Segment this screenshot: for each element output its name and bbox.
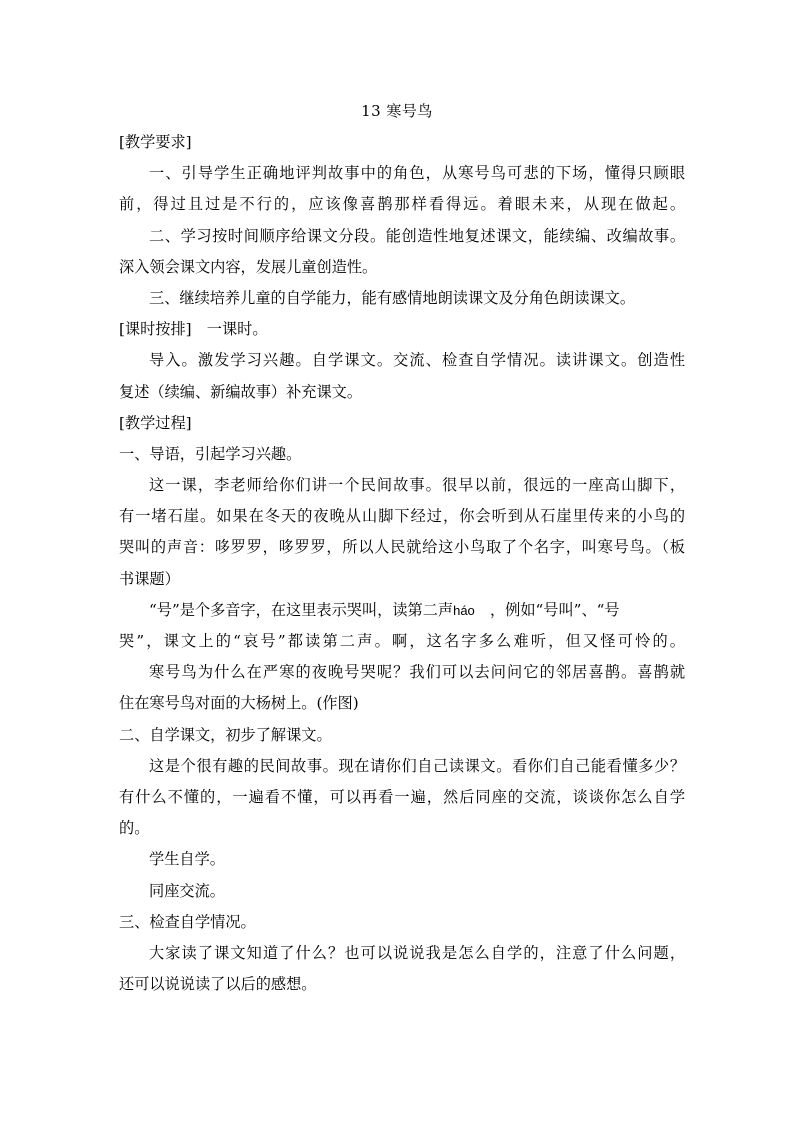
- section-heading-requirements: [教学要求]: [119, 133, 192, 151]
- paragraph-line: 复述（续编、新编故事）补充课文。: [119, 382, 362, 401]
- paragraph-line: 三、继续培养儿童的自学能力，能有感情地朗读课文及分角色朗读课文。: [149, 288, 635, 307]
- step-heading: 三、检查自学情况。: [119, 912, 256, 931]
- lesson-title: 13 寒号鸟: [361, 102, 433, 120]
- paragraph-line: 的。: [119, 819, 150, 838]
- paragraph-line: 前，得过且过是不行的，应该像喜鹊那样看得远。着眼未来，从现在做起。: [119, 195, 685, 214]
- paragraph-line: 学生自学。: [149, 850, 225, 869]
- paragraph-text: ，例如“号叫”、“号: [489, 600, 620, 619]
- paragraph-line: 哭”，课文上的“哀号”都读第二声。啊，这名字多么难听，但又怪可怜的。: [119, 632, 685, 650]
- paragraph-line: 还可以说说读了以后的感想。: [119, 975, 317, 994]
- paragraph-line: 有什么不懂的，一遍看不懂，可以再看一遍，然后同座的交流，谈谈你怎么自学: [119, 787, 685, 806]
- paragraph-line: [119, 595, 685, 626]
- paragraph-text: “号”是个多音字，在这里表示哭叫，读第二声: [149, 600, 454, 619]
- paragraph-line: 哭叫的声音：哆罗罗，哆罗罗，所以人民就给这小鸟取了个名字，叫寒号鸟。（板: [119, 538, 685, 557]
- paragraph-line: 有一堵石崖。如果在冬天的夜晚从山脚下经过，你会听到从石崖里传来的小鸟的: [119, 507, 685, 526]
- paragraph-line: 寒号鸟为什么在严寒的夜晚号哭呢？我们可以去问问它的邻居喜鹊。喜鹊就: [149, 663, 685, 682]
- section-heading-process: [教学过程]: [119, 413, 192, 432]
- paragraph-line: 一、引导学生正确地评判故事中的角色，从寒号鸟可悲的下场，懂得只顾眼: [149, 164, 685, 183]
- paragraph-line: 大家读了课文知道了什么？也可以说说我是怎么自学的，注意了什么问题，: [149, 943, 685, 962]
- paragraph-line: 导入。激发学习兴趣。自学课文。交流、检查自学情况。读讲课文。创造性: [149, 351, 685, 370]
- paragraph-line: 书课题）: [119, 569, 180, 588]
- paragraph-line: 住在寒号鸟对面的大杨树上。(作图): [119, 694, 359, 713]
- step-heading: 一、导语，引起学习兴趣。: [119, 444, 302, 463]
- lesson-body: [119, 127, 685, 1000]
- paragraph-line: 二、学习按时间顺序给课文分段。能创造性地复述课文，能续编、改编故事。: [149, 226, 685, 245]
- paragraph-line: 这是个很有趣的民间故事。现在请你们自己读课文。看你们自己能看懂多少？: [149, 756, 685, 775]
- paragraph-line: 深入领会课文内容，发展儿童创造性。: [119, 257, 378, 276]
- paragraph-line: 同座交流。: [149, 881, 225, 900]
- pinyin-text: háo: [453, 602, 475, 618]
- paragraph-line: 这一课，李老师给你们讲一个民间故事。很早以前，很远的一座高山脚下，: [149, 476, 685, 495]
- section-heading-schedule: [课时按排] 一课时。: [119, 320, 268, 339]
- step-heading: 二、自学课文，初步了解课文。: [119, 725, 332, 744]
